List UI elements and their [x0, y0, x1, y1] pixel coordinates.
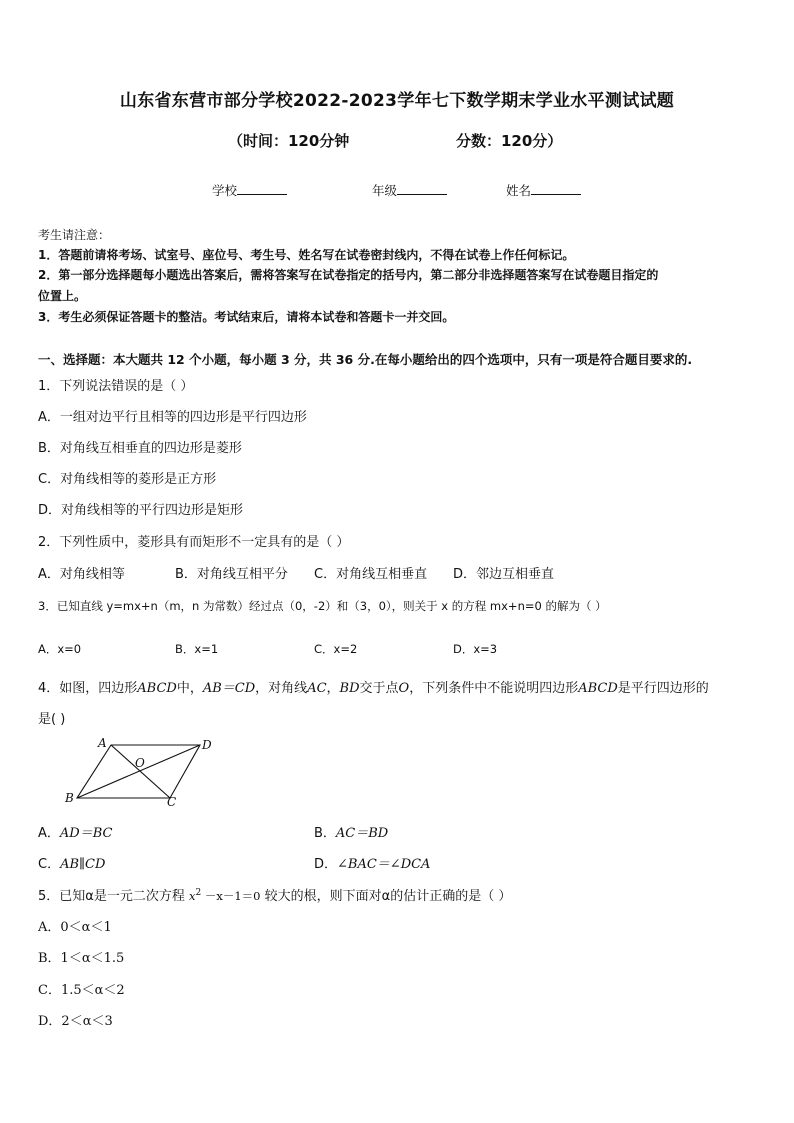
- school-field: [212, 181, 287, 199]
- section-heading: 一、选择题：本大题共 12 个小题，每小题 3 分，共 36 分.在每小题给出的四个选项中，只有一项是符合题目要求的.: [38, 352, 693, 367]
- vertex-label-d: D: [202, 738, 212, 752]
- notice-item: 位置上。: [38, 289, 87, 303]
- question-1-option-c: C．对角线相等的菱形是正方形: [38, 472, 217, 487]
- question-3-option-c: C．x=2: [314, 642, 358, 656]
- option-text: AC＝BD: [335, 826, 389, 841]
- question-4-option-d: [314, 853, 430, 872]
- grade-label: 年级: [372, 183, 398, 198]
- q4-math: AC: [307, 681, 327, 696]
- q4-math: O: [398, 681, 410, 696]
- q5-equation: [189, 889, 261, 903]
- notice-heading: 考生请注意：: [38, 228, 111, 242]
- question-5-option-c: C．1.5＜α＜2: [38, 983, 125, 998]
- q4-math: AB＝CD: [202, 681, 256, 696]
- q4-text: 交于点: [359, 681, 399, 696]
- question-1-option-b: B．对角线互相垂直的四边形是菱形: [38, 441, 242, 456]
- q4-text: ，对角线: [255, 681, 308, 696]
- vertex-label-a: A: [98, 736, 107, 750]
- q4-text: ，下列条件中不能说明四边形: [409, 681, 579, 696]
- q4-math: ABCD: [137, 681, 177, 696]
- option-text: ∠BAC＝∠DCA: [337, 857, 431, 872]
- option-text: AB∥CD: [60, 857, 106, 872]
- q5-text: 5．已知α是一元二次方程: [38, 889, 185, 904]
- option-letter: C．: [38, 857, 61, 872]
- option-text: AD＝BC: [59, 826, 113, 841]
- eq-rest: －x－1＝0: [201, 889, 261, 903]
- exam-score: 分数：120分）: [456, 132, 563, 150]
- question-5-stem: [38, 885, 511, 904]
- q4-math: BD: [339, 681, 360, 696]
- question-4-option-a: [38, 822, 112, 841]
- question-4-option-c: [38, 853, 105, 872]
- name-label: 姓名: [506, 183, 532, 198]
- q5-text: 较大的根，则下面对α的估计正确的是（ ）: [264, 889, 512, 904]
- school-label: 学校: [212, 183, 238, 198]
- q4-text: 是平行四边形的: [617, 681, 709, 696]
- question-2-option-d: D．邻边互相垂直: [453, 567, 555, 582]
- question-4-stem-line2: 是( ): [38, 712, 66, 727]
- question-3-option-d: D．x=3: [453, 642, 498, 656]
- question-1-option-d: D．对角线相等的平行四边形是矩形: [38, 503, 244, 518]
- question-3-option-a: A．x=0: [38, 642, 82, 656]
- notice-item: 1．答题前请将考场、试室号、座位号、考生号、姓名写在试卷密封线内，不得在试卷上作任何标记。: [38, 248, 575, 262]
- parallelogram-figure: [60, 734, 220, 810]
- question-2-option-b: B．对角线互相平分: [175, 567, 288, 582]
- question-2-stem: 2．下列性质中，菱形具有而矩形不一定具有的是（ ）: [38, 535, 350, 550]
- grade-field: [372, 181, 447, 199]
- question-4-option-b: [314, 822, 388, 841]
- question-5-option-d: D．2＜α＜3: [38, 1014, 113, 1029]
- question-3-option-b: B．x=1: [175, 642, 219, 656]
- grade-blank[interactable]: [397, 183, 447, 195]
- q4-text: ，: [326, 681, 340, 696]
- eq-exponent: 2: [195, 888, 202, 899]
- question-1-option-a: A．一组对边平行且相等的四边形是平行四边形: [38, 410, 307, 425]
- question-1-stem: 1．下列说法错误的是（ ）: [38, 379, 194, 394]
- option-letter: D．: [314, 857, 338, 872]
- q4-text: 4．如图，四边形: [38, 681, 138, 696]
- option-letter: B．: [314, 826, 336, 841]
- name-blank[interactable]: [531, 183, 581, 195]
- question-4-stem: [38, 677, 709, 696]
- question-2-option-a: A．对角线相等: [38, 567, 125, 582]
- question-3-stem: 3．已知直线 y=mx+n（m，n 为常数）经过点（0，-2）和（3，0），则关于 x 的方程 mx+n=0 的解为（ ）: [38, 599, 607, 613]
- school-blank[interactable]: [237, 183, 287, 195]
- vertex-label-b: B: [65, 791, 74, 805]
- option-letter: A．: [38, 826, 60, 841]
- question-5-option-b: B．1＜α＜1.5: [38, 951, 125, 966]
- notice-item: 2．第一部分选择题每小题选出答案后，需将答案写在试卷指定的括号内，第二部分非选择题答案写在试卷题目指定的: [38, 268, 659, 282]
- question-2-option-c: C．对角线互相垂直: [314, 567, 428, 582]
- exam-time: （时间：120分钟: [228, 132, 350, 150]
- q4-text: 中，: [176, 681, 203, 696]
- center-label-o: O: [135, 756, 145, 770]
- question-5-option-a: A．0＜α＜1: [38, 920, 112, 935]
- notice-item: 3．考生必须保证答题卡的整洁。考试结束后，请将本试卷和答题卡一并交回。: [38, 310, 455, 324]
- diagonal-ac: [111, 745, 170, 798]
- vertex-label-c: C: [167, 795, 177, 809]
- q4-math: ABCD: [578, 681, 618, 696]
- page-title: 山东省东营市部分学校2022-2023学年七下数学期末学业水平测试试题: [119, 91, 675, 111]
- name-field: [506, 181, 581, 199]
- eq-var: x: [188, 889, 196, 903]
- diagonal-bd: [77, 745, 200, 798]
